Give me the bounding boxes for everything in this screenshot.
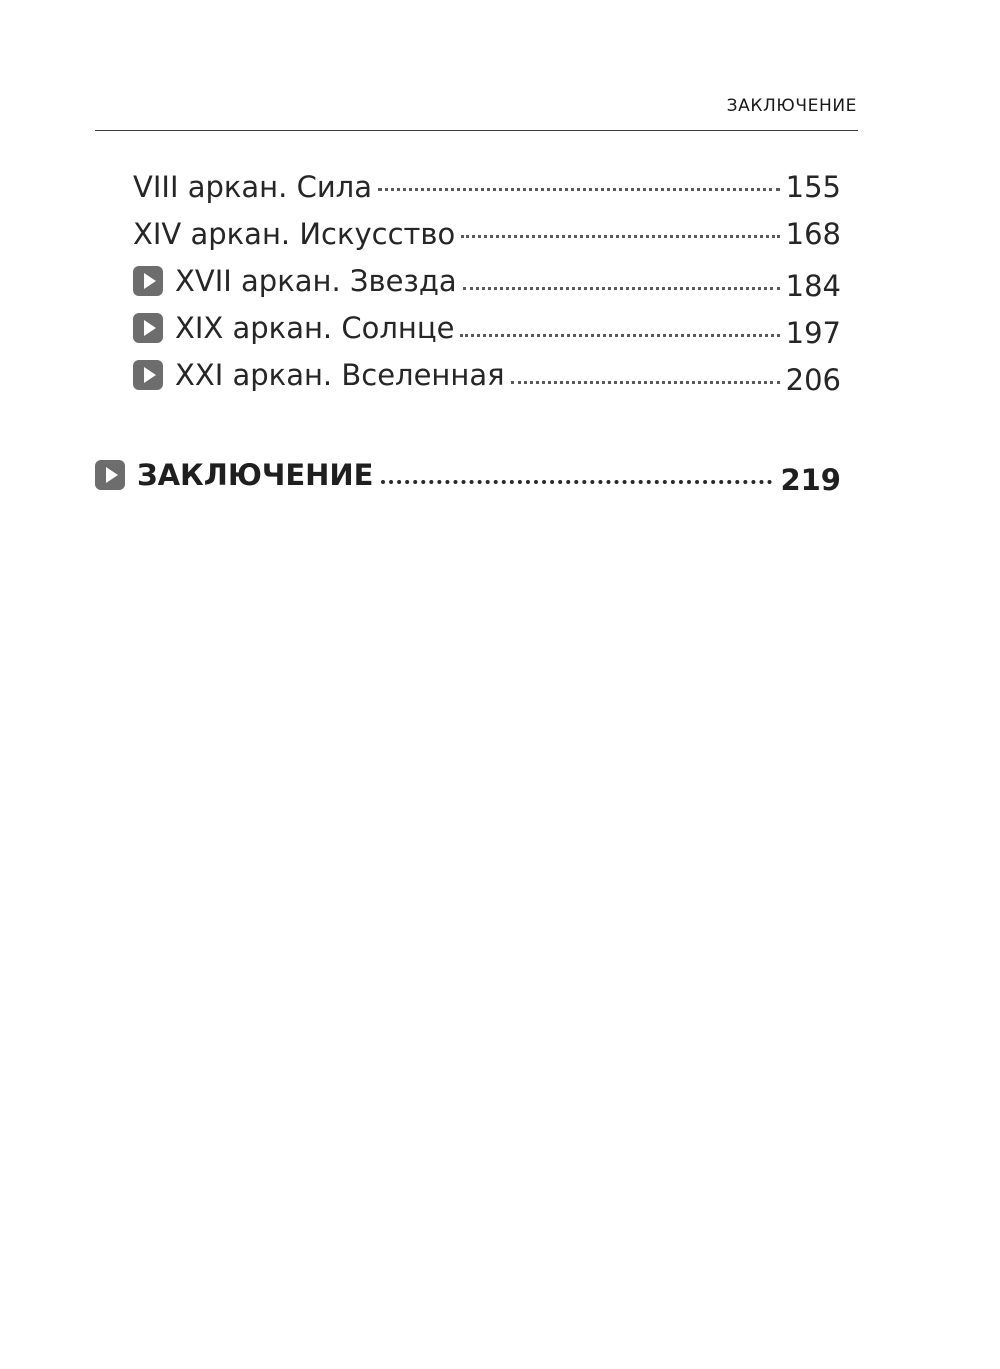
toc-entry-xix[interactable] [133,311,841,358]
dot-leader [463,287,780,290]
toc-entry-page: 219 [780,463,841,497]
toc-entry-viii[interactable] [133,170,841,217]
toc-entry-page: 155 [785,170,841,204]
toc-entry-xiv[interactable] [133,217,841,264]
toc-entry-page: 184 [785,269,841,303]
toc-entry-page: 197 [785,316,841,350]
toc-entry-conclusion[interactable] [95,458,841,497]
toc-entry-page: 168 [785,217,841,251]
play-icon[interactable] [95,460,125,490]
table-of-contents [133,170,841,405]
dot-leader [461,235,779,238]
header-rule [95,130,858,131]
toc-entry-xxi[interactable] [133,358,841,405]
play-icon[interactable] [133,313,163,343]
dot-leader [381,480,772,484]
toc-entry-title: XXI аркан. Вселенная [175,358,505,392]
play-icon[interactable] [133,360,163,390]
toc-entry-title: XVII аркан. Звезда [175,264,457,298]
running-header: ЗАКЛЮЧЕНИЕ [726,96,857,116]
dot-leader [460,334,779,337]
dot-leader [378,188,780,191]
toc-entry-title: XIV аркан. Искусство [133,217,456,251]
toc-entry-title: VIII аркан. Сила [133,170,372,204]
toc-entry-xvii[interactable] [133,264,841,311]
dot-leader [511,381,780,384]
toc-entry-page: 206 [785,363,841,397]
toc-entry-title: XIX аркан. Солнце [175,311,455,345]
play-icon[interactable] [133,266,163,296]
toc-entry-title: ЗАКЛЮЧЕНИЕ [137,458,374,492]
